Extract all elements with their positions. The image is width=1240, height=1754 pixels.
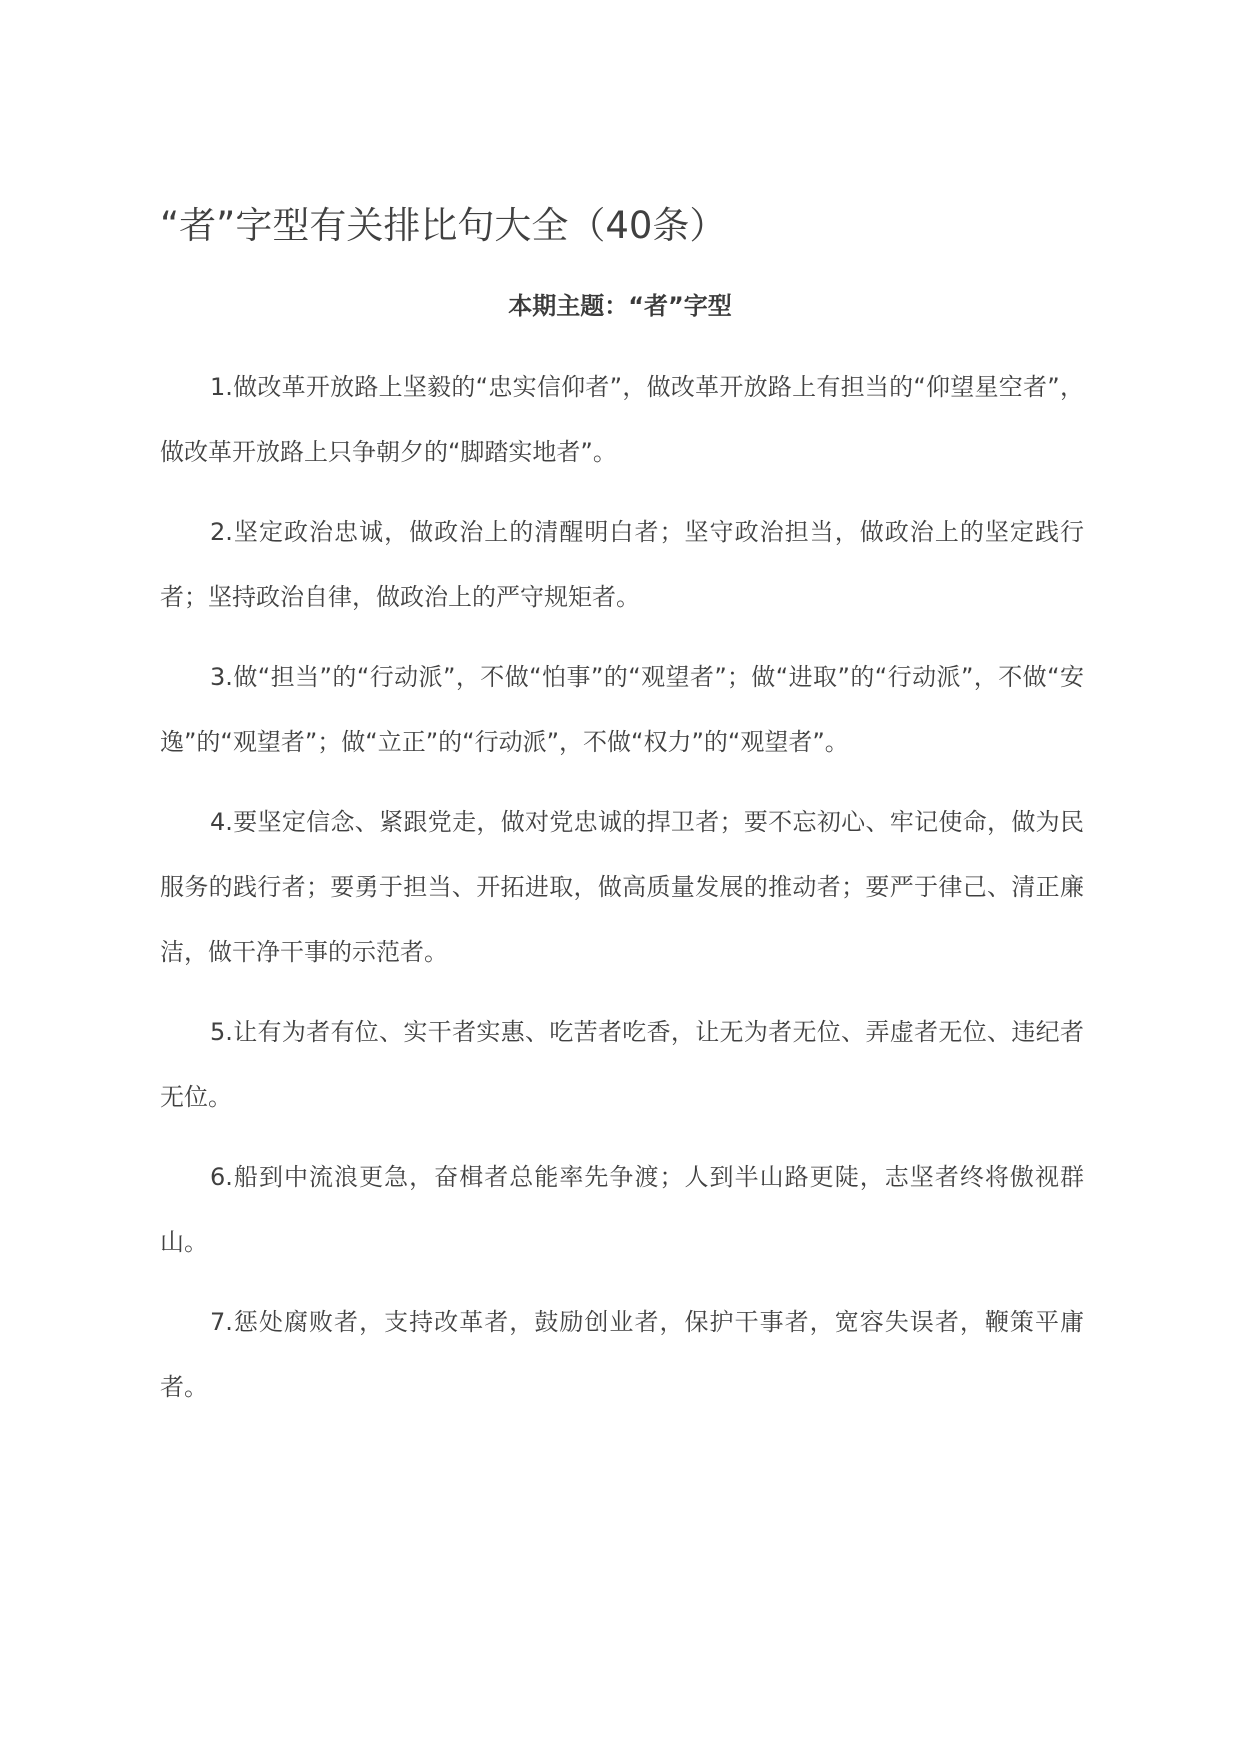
paragraph-6: 6.船到中流浪更急，奋楫者总能率先争渡；人到半山路更陡，志坚者终将傲视群山。: [160, 1163, 1084, 1256]
document-subtitle: 本期主题：“者”字型: [508, 292, 732, 320]
paragraph-5: 5.让有为者有位、实干者实惠、吃苦者吃香，让无为者无位、弄虚者无位、违纪者无位。: [160, 1018, 1084, 1111]
paragraph-7: 7.惩处腐败者，支持改革者，鼓励创业者，保护干事者，宽容失误者，鞭策平庸者。: [160, 1308, 1084, 1401]
document-body: [160, 355, 1084, 1435]
document-title: “者”字型有关排比句大全（40条）: [160, 204, 727, 247]
paragraph-2: 2.坚定政治忠诚，做政治上的清醒明白者；坚守政治担当，做政治上的坚定践行者；坚持政治自律，做政治上的严守规矩者。: [160, 518, 1084, 611]
paragraph-3: 3.做“担当”的“行动派”，不做“怕事”的“观望者”；做“进取”的“行动派”，不做“安逸”的“观望者”；做“立正”的“行动派”，不做“权力”的“观望者”。: [160, 663, 1084, 756]
paragraph-1: 1.做改革开放路上坚毅的“忠实信仰者”，做改革开放路上有担当的“仰望星空者”，做改革开放路上只争朝夕的“脚踏实地者”。: [160, 373, 1084, 466]
paragraph-4: 4.要坚定信念、紧跟党走，做对党忠诚的捍卫者；要不忘初心、牢记使命，做为民服务的践行者；要勇于担当、开拓进取，做高质量发展的推动者；要严于律己、清正廉洁，做干净干事的示范者。: [160, 808, 1084, 966]
